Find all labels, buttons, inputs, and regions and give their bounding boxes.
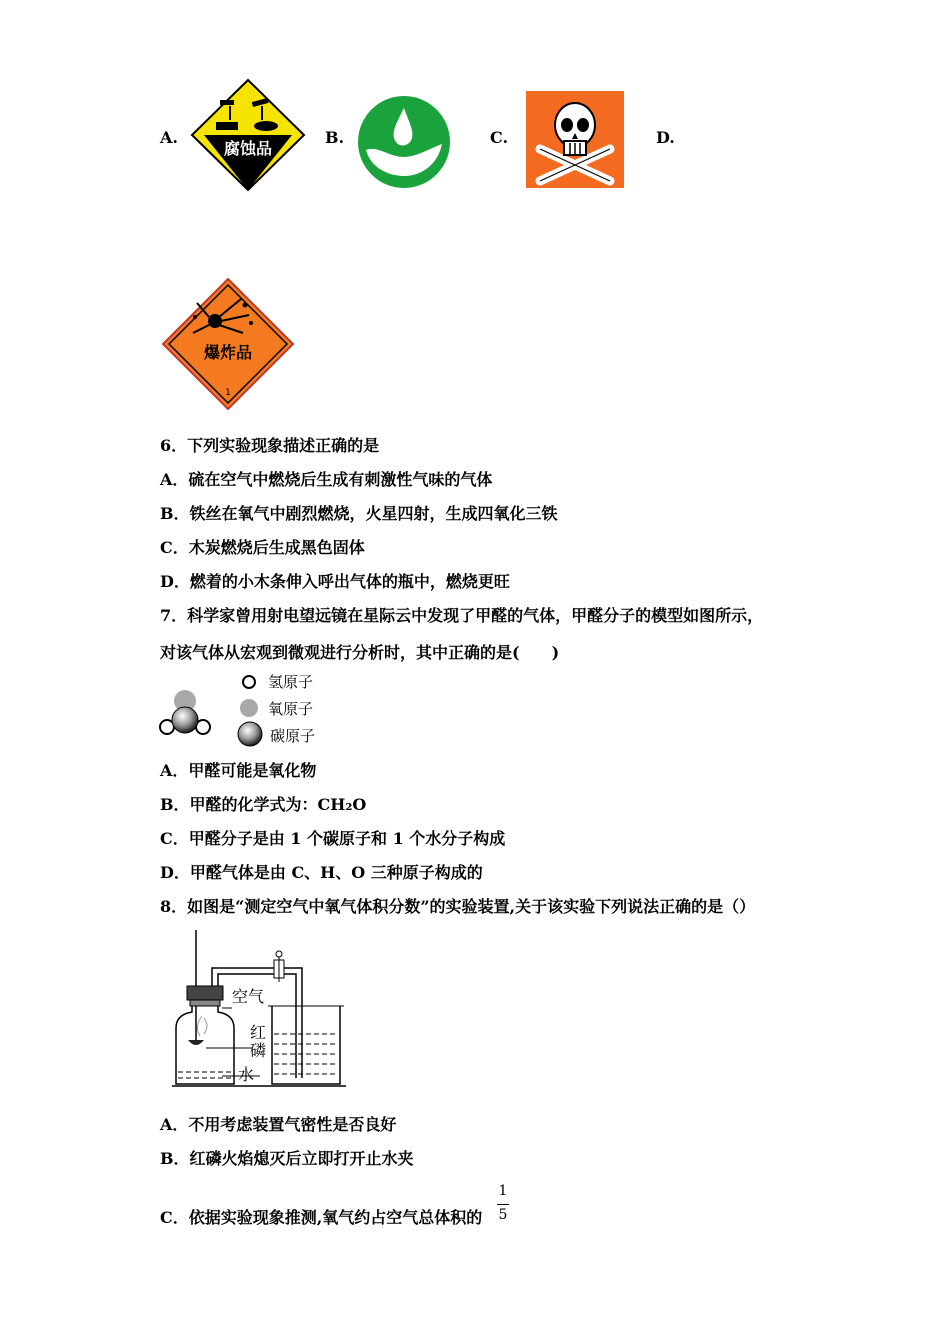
q6-stem: 6．下列实验现象描述正确的是 bbox=[160, 436, 380, 455]
q6-option-d: D．燃着的小木条伸入呼出气体的瓶中，燃烧更旺 bbox=[160, 572, 510, 591]
option-b-letter: B. bbox=[325, 128, 345, 147]
hydrogen-legend-icon bbox=[240, 673, 258, 691]
q8-option-b: B．红磷火焰熄灭后立即打开止水夹 bbox=[160, 1149, 414, 1168]
option-a-letter: A. bbox=[160, 128, 178, 147]
q8-option-a: A．不用考虑装置气密性是否良好 bbox=[160, 1115, 397, 1134]
q7-option-d: D．甲醛气体是由 C、H、O 三种原子构成的 bbox=[160, 863, 483, 882]
label-water: 水 bbox=[238, 1065, 255, 1084]
environment-sign-icon bbox=[356, 94, 452, 190]
label-air: 空气 bbox=[232, 987, 265, 1006]
corrosive-label: 腐蚀品 bbox=[223, 139, 273, 158]
q6-option-c: C．木炭燃烧后生成黑色固体 bbox=[160, 538, 365, 557]
formaldehyde-molecule-icon bbox=[158, 682, 218, 742]
q7-stem-line1: 7．科学家曾用射电望远镜在星际云中发现了甲醛的气体，甲醛分子的模型如图所示， bbox=[160, 606, 764, 625]
oxygen-measurement-apparatus-diagram bbox=[170, 928, 350, 1090]
explosive-label: 爆炸品 bbox=[203, 343, 253, 362]
q8-stem: 8．如图是“测定空气中氧气体积分数”的实验装置,关于该实验下列说法正确的是（） bbox=[160, 897, 756, 916]
oxygen-legend-icon bbox=[238, 697, 260, 719]
legend-carbon: 碳原子 bbox=[270, 727, 316, 745]
legend-oxygen: 氧原子 bbox=[268, 700, 314, 718]
q8-frac-bar bbox=[497, 1204, 509, 1205]
q7-option-a: A．甲醛可能是氧化物 bbox=[160, 761, 317, 780]
q6-option-b: B．铁丝在氧气中剧烈燃烧，火星四射，生成四氧化三铁 bbox=[160, 504, 558, 523]
q8-option-c: C．依据实验现象推测,氧气约占空气总体积的 bbox=[160, 1208, 483, 1227]
explosive-sign-icon bbox=[161, 277, 295, 411]
q7-option-c: C．甲醛分子是由 1 个碳原子和 1 个水分子构成 bbox=[160, 829, 506, 848]
label-phosphorus: 磷 bbox=[250, 1041, 267, 1060]
corrosive-sign-icon bbox=[190, 78, 306, 192]
explosive-class: 1 bbox=[225, 388, 231, 398]
legend-hydrogen: 氢原子 bbox=[268, 673, 314, 691]
toxic-sign-icon bbox=[526, 91, 624, 188]
q7-option-b: B．甲醛的化学式为：CH₂O bbox=[160, 795, 367, 814]
q7-stem-line2: 对该气体从宏观到微观进行分析时，其中正确的是( ) bbox=[160, 643, 560, 662]
label-red: 红 bbox=[250, 1023, 267, 1042]
option-c-letter: C. bbox=[490, 128, 509, 147]
option-d-letter: D. bbox=[656, 128, 675, 147]
q8-frac-numerator: 1 bbox=[498, 1183, 508, 1199]
q6-option-a: A．硫在空气中燃烧后生成有刺激性气味的气体 bbox=[160, 470, 493, 489]
carbon-legend-icon bbox=[235, 719, 265, 749]
q8-frac-denominator: 5 bbox=[498, 1207, 508, 1223]
